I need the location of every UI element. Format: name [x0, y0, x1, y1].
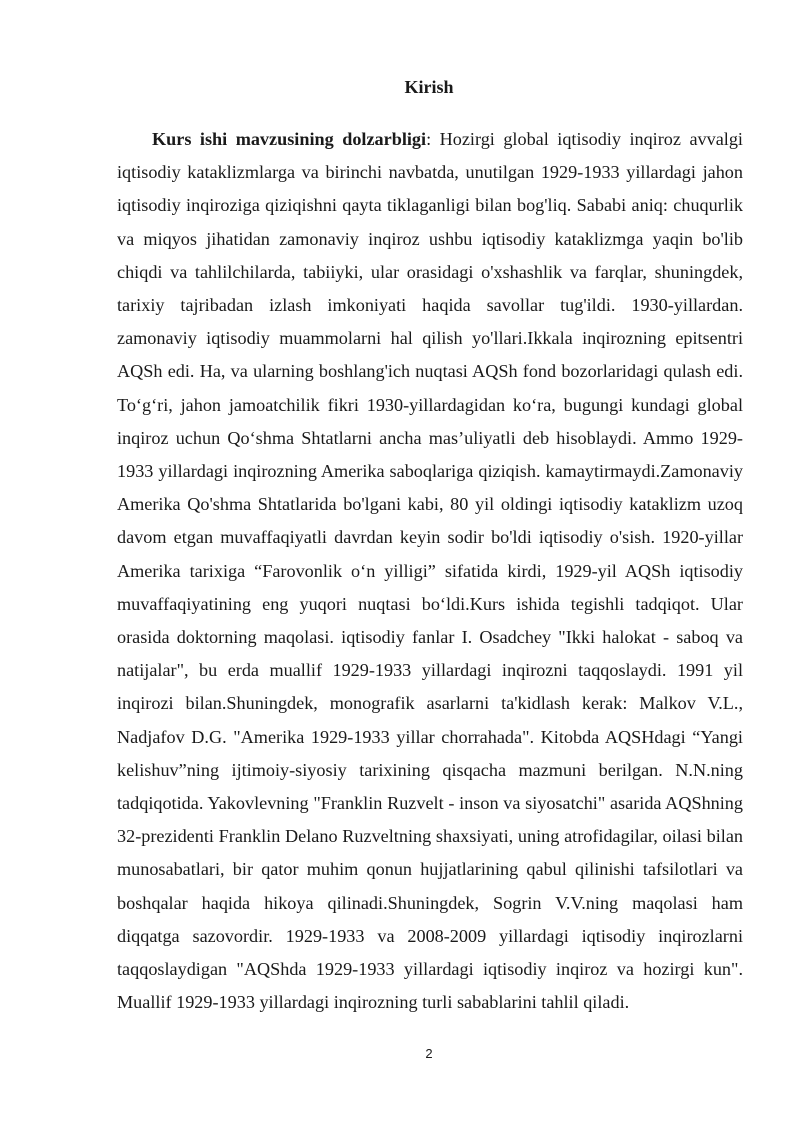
paragraph-text: Hozirgi global iqtisodiy inqiroz avvalgi iqtisodiy kataklizmlarga va birinchi navbatda, unutilgan 1929-1933 yillardagi jahon iqtisodiy inqiroziga qiziqishni qayta tiklaganligi bilan bog'liq. Sababi aniq: chuqurlik va miqyos jihatidan zamonaviy inqiroz ushbu iqtisodiy kataklizmga yaqin bo'lib chiqdi va tahlilchilarda, tabiiyki, ular orasidagi o'xshashlik va farqlar, shuningdek, tarixiy tajribadan izlash imkoniyati haqida savollar tug'ildi. 1930-yillardan. zamonaviy iqtisodiy muammolarni hal qilish yo'llari.Ikkala inqirozning epitsentri AQSh edi. Ha, va ularning boshlang'ich nuqtasi AQSh fond bozorlaridagi qulash edi. To‘g‘ri, jahon jamoatchilik fikri 1930-yillardagidan ko‘ra, bugungi kundagi global inqiroz uchun Qo‘shma Shtatlarni ancha mas’uliyatli deb hisoblaydi. Ammo 1929-1933 yillardagi inqirozning Amerika saboqlariga qiziqish. kamaytirmaydi.Zamonaviy Amerika Qo'shma Shtatlarida bo'lgani kabi, 80 yil oldingi iqtisodiy kataklizm uzoq davom etgan muvaffaqiyatli davrdan keyin sodir bo'ldi iqtisodiy o'sish. 1920-yillar Amerika tarixiga “Farovonlik o‘n yilligi” sifatida kirdi, 1929-yil AQSh iqtisodiy muvaffaqiyatining eng yuqori nuqtasi bo‘ldi.Kurs ishida tegishli tadqiqot. Ular orasida doktorning maqolasi. iqtisodiy fanlar I. Osadchey "Ikki halokat - saboq va natijalar", bu erda muallif 1929-1933 yillardagi inqirozni taqqoslaydi. 1991 yil inqirozi bilan.Shuningdek, monografik asarlarni ta'kidlash kerak: Malkov V.L., Nadjafov D.G. "Amerika 1929-1933 yillar chorrahada". Kitobda AQSHdagi “Yangi kelishuv”ning ijtimoiy-siyosiy tarixining qisqacha mazmuni berilgan. N.N.ning tadqiqotida. Yakovlevning "Franklin Ruzvelt - inson va siyosatchi" asarida AQShning 32-prezidenti Franklin Delano Ruzveltning shaxsiyati, uning atrofidagilar, oilasi bilan munosabatlari, bir qator muhim qonun hujjatlarining qabul qilinishi tafsilotlari va boshqalar haqida hikoya qilinadi.Shuningdek, Sogrin V.V.ning maqolasi ham diqqatga sazovordir. 1929-1933 va 2008-2009 yillardagi iqtisodiy inqirozlarni taqqoslaydigan "AQShda 1929-1933 yillardagi iqtisodiy inqiroz va hozirgi kun". Muallif 1929-1933 yillardagi inqirozning turli sabablarini tahlil qiladi.: [117, 129, 743, 1013]
paragraph-lead: Kurs ishi mavzusining dolzarbligi: [152, 129, 427, 149]
page-number: 2: [425, 1046, 433, 1061]
section-heading: Kirish: [404, 77, 454, 97]
lead-separator: :: [426, 129, 440, 149]
body-paragraph: [117, 123, 743, 1019]
